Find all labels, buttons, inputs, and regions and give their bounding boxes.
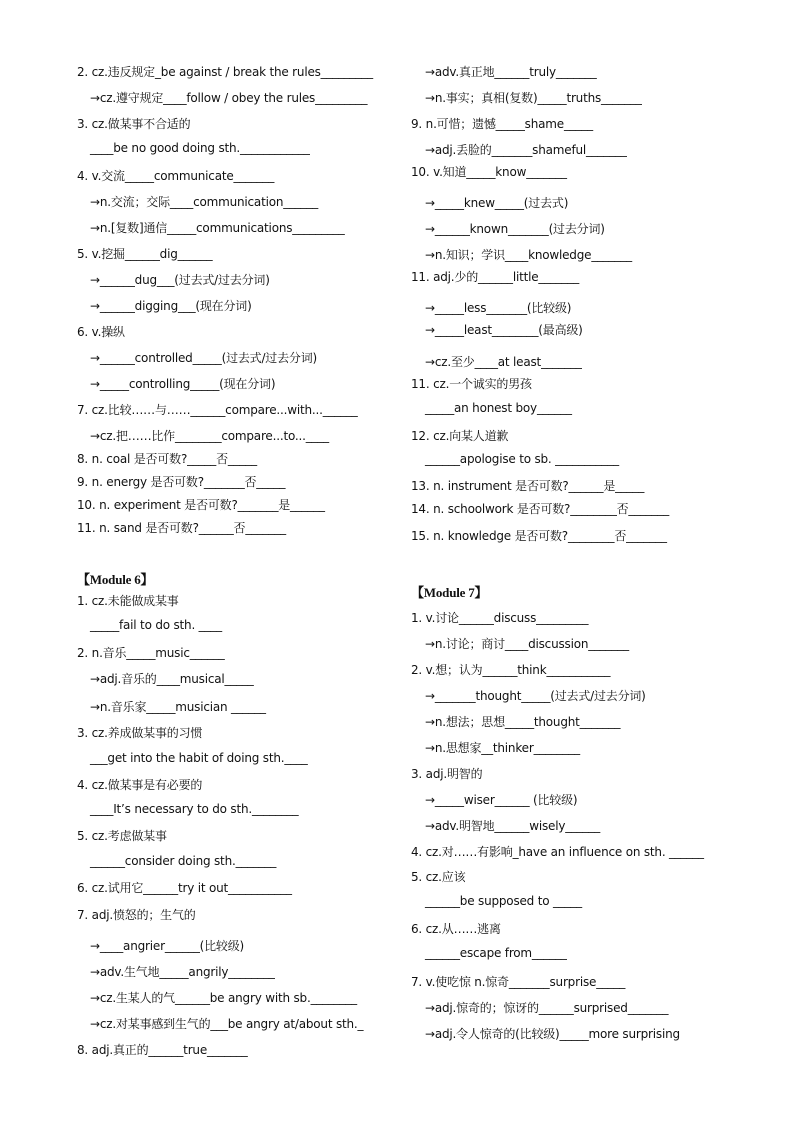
item-line: →n.交流；交际____communication______ bbox=[90, 195, 319, 209]
item-line: 6. v.操纵 bbox=[77, 325, 125, 339]
item-line: →cz.把……比作________compare...to...____ bbox=[90, 429, 329, 443]
item-line: 8. n. coal 是否可数?_____否_____ bbox=[77, 452, 257, 466]
item-line: →_____controlling_____(现在分词) bbox=[90, 377, 276, 391]
item-line: 3. adj.明智的 bbox=[411, 767, 483, 781]
item-line: 14. n. schoolwork 是否可数?________否_______ bbox=[411, 502, 670, 516]
item-line: 15. n. knowledge 是否可数?________否_______ bbox=[411, 529, 667, 543]
item-line: →n.想法；思想_____thought_______ bbox=[425, 715, 621, 729]
item-line: 2. v.想；认为______think___________ bbox=[411, 663, 611, 677]
item-line: ____be no good doing sth.____________ bbox=[90, 141, 310, 155]
item-line: →n.事实；真相(复数)_____truths_______ bbox=[425, 91, 642, 105]
item-line: →adv.真正地______truly_______ bbox=[425, 65, 597, 79]
item-line: 11. n. sand 是否可数?______否_______ bbox=[77, 521, 286, 535]
item-line: 8. adj.真正的______true_______ bbox=[77, 1043, 248, 1057]
item-line: 6. cz.从……逃离 bbox=[411, 922, 501, 936]
item-line: →cz.生某人的气______be angry with sb.________ bbox=[90, 991, 357, 1005]
item-line: →n.[复数]通信_____communications_________ bbox=[90, 221, 345, 235]
item-line: →______digging___(现在分词) bbox=[90, 299, 252, 313]
item-line: 10. n. experiment 是否可数?_______是______ bbox=[77, 498, 325, 512]
item-line: →____angrier______(比较级) bbox=[90, 939, 244, 953]
item-line: _____fail to do sth. ____ bbox=[90, 618, 222, 632]
item-line: →adj.丢脸的_______shameful_______ bbox=[425, 143, 627, 157]
item-line: 4. v.交流_____communicate_______ bbox=[77, 169, 275, 183]
item-line: →cz.至少____at least_______ bbox=[425, 355, 582, 369]
item-line: 5. cz.应该 bbox=[411, 870, 466, 884]
item-line: 7. v.使吃惊 n.惊奇_______surprise_____ bbox=[411, 975, 626, 989]
item-line: 7. adj.愤怒的；生气的 bbox=[77, 908, 196, 922]
item-line: →cz.对某事感到生气的___be angry at/about sth._ bbox=[90, 1017, 364, 1031]
item-line: →n.思想家__thinker________ bbox=[425, 741, 580, 755]
item-line: 9. n.可惜；遗憾_____shame_____ bbox=[411, 117, 593, 131]
item-line: ______apologise to sb. ___________ bbox=[425, 452, 619, 466]
item-line: →_______thought_____(过去式/过去分词) bbox=[425, 689, 646, 703]
module-6-heading: 【Module 6】 bbox=[77, 572, 154, 587]
item-line: →adj.令人惊奇的(比较级)_____more surprising bbox=[425, 1027, 680, 1041]
item-line: 7. cz.比较……与……______compare...with...______ bbox=[77, 403, 358, 417]
item-line: 5. v.挖掘______dig______ bbox=[77, 247, 213, 261]
item-line: ____It’s necessary to do sth.________ bbox=[90, 802, 299, 816]
item-line: →_____less_______(比较级) bbox=[425, 301, 572, 315]
item-line: 4. cz.对……有影响_have an influence on sth. ______ bbox=[411, 845, 704, 859]
item-line: ______escape from______ bbox=[425, 946, 567, 960]
module-7-heading: 【Module 7】 bbox=[411, 585, 488, 600]
item-line: →adv.生气地_____angrily________ bbox=[90, 965, 275, 979]
item-line: ___get into the habit of doing sth.____ bbox=[90, 751, 308, 765]
item-line: 4. cz.做某事是有必要的 bbox=[77, 778, 203, 792]
item-line: →adj.惊奇的；惊讶的______surprised_______ bbox=[425, 1001, 669, 1015]
item-line: 9. n. energy 是否可数?_______否_____ bbox=[77, 475, 286, 489]
item-line: →_____knew_____(过去式) bbox=[425, 196, 569, 210]
item-line: →n.音乐家_____musician ______ bbox=[90, 700, 266, 714]
item-line: 3. cz.做某事不合适的 bbox=[77, 117, 191, 131]
item-line: →______known_______(过去分词) bbox=[425, 222, 605, 236]
item-line: →n.讨论；商讨____discussion_______ bbox=[425, 637, 629, 651]
item-line: →adj.音乐的____musical_____ bbox=[90, 672, 254, 686]
item-line: 5. cz.考虑做某事 bbox=[77, 829, 167, 843]
item-line: 11. cz.一个诚实的男孩 bbox=[411, 377, 532, 391]
item-line: 1. v.讨论______discuss_________ bbox=[411, 611, 589, 625]
item-line: 2. cz.违反规定_be against / break the rules_________ bbox=[77, 65, 373, 79]
item-line: 12. cz.向某人道歉 bbox=[411, 429, 509, 443]
item-line: →______controlled_____(过去式/过去分词) bbox=[90, 351, 317, 365]
item-line: 11. adj.少的______little_______ bbox=[411, 270, 580, 284]
item-line: 6. cz.试用它______try it out___________ bbox=[77, 881, 292, 895]
item-line: →_____wiser______ (比较级) bbox=[425, 793, 578, 807]
item-line: →_____least________(最高级) bbox=[425, 323, 583, 337]
item-line: 3. cz.养成做某事的习惯 bbox=[77, 726, 203, 740]
item-line: 13. n. instrument 是否可数?______是_____ bbox=[411, 479, 645, 493]
item-line: →adv.明智地______wisely______ bbox=[425, 819, 601, 833]
item-line: 2. n.音乐_____music______ bbox=[77, 646, 225, 660]
item-line: ______consider doing sth._______ bbox=[90, 854, 277, 868]
item-line: _____an honest boy______ bbox=[425, 401, 572, 415]
item-line: →n.知识；学识____knowledge_______ bbox=[425, 248, 632, 262]
item-line: →cz.遵守规定____follow / obey the rules_________ bbox=[90, 91, 368, 105]
item-line: →______dug___(过去式/过去分词) bbox=[90, 273, 270, 287]
item-line: 10. v.知道_____know_______ bbox=[411, 165, 567, 179]
item-line: 1. cz.未能做成某事 bbox=[77, 594, 179, 608]
item-line: ______be supposed to _____ bbox=[425, 894, 582, 908]
